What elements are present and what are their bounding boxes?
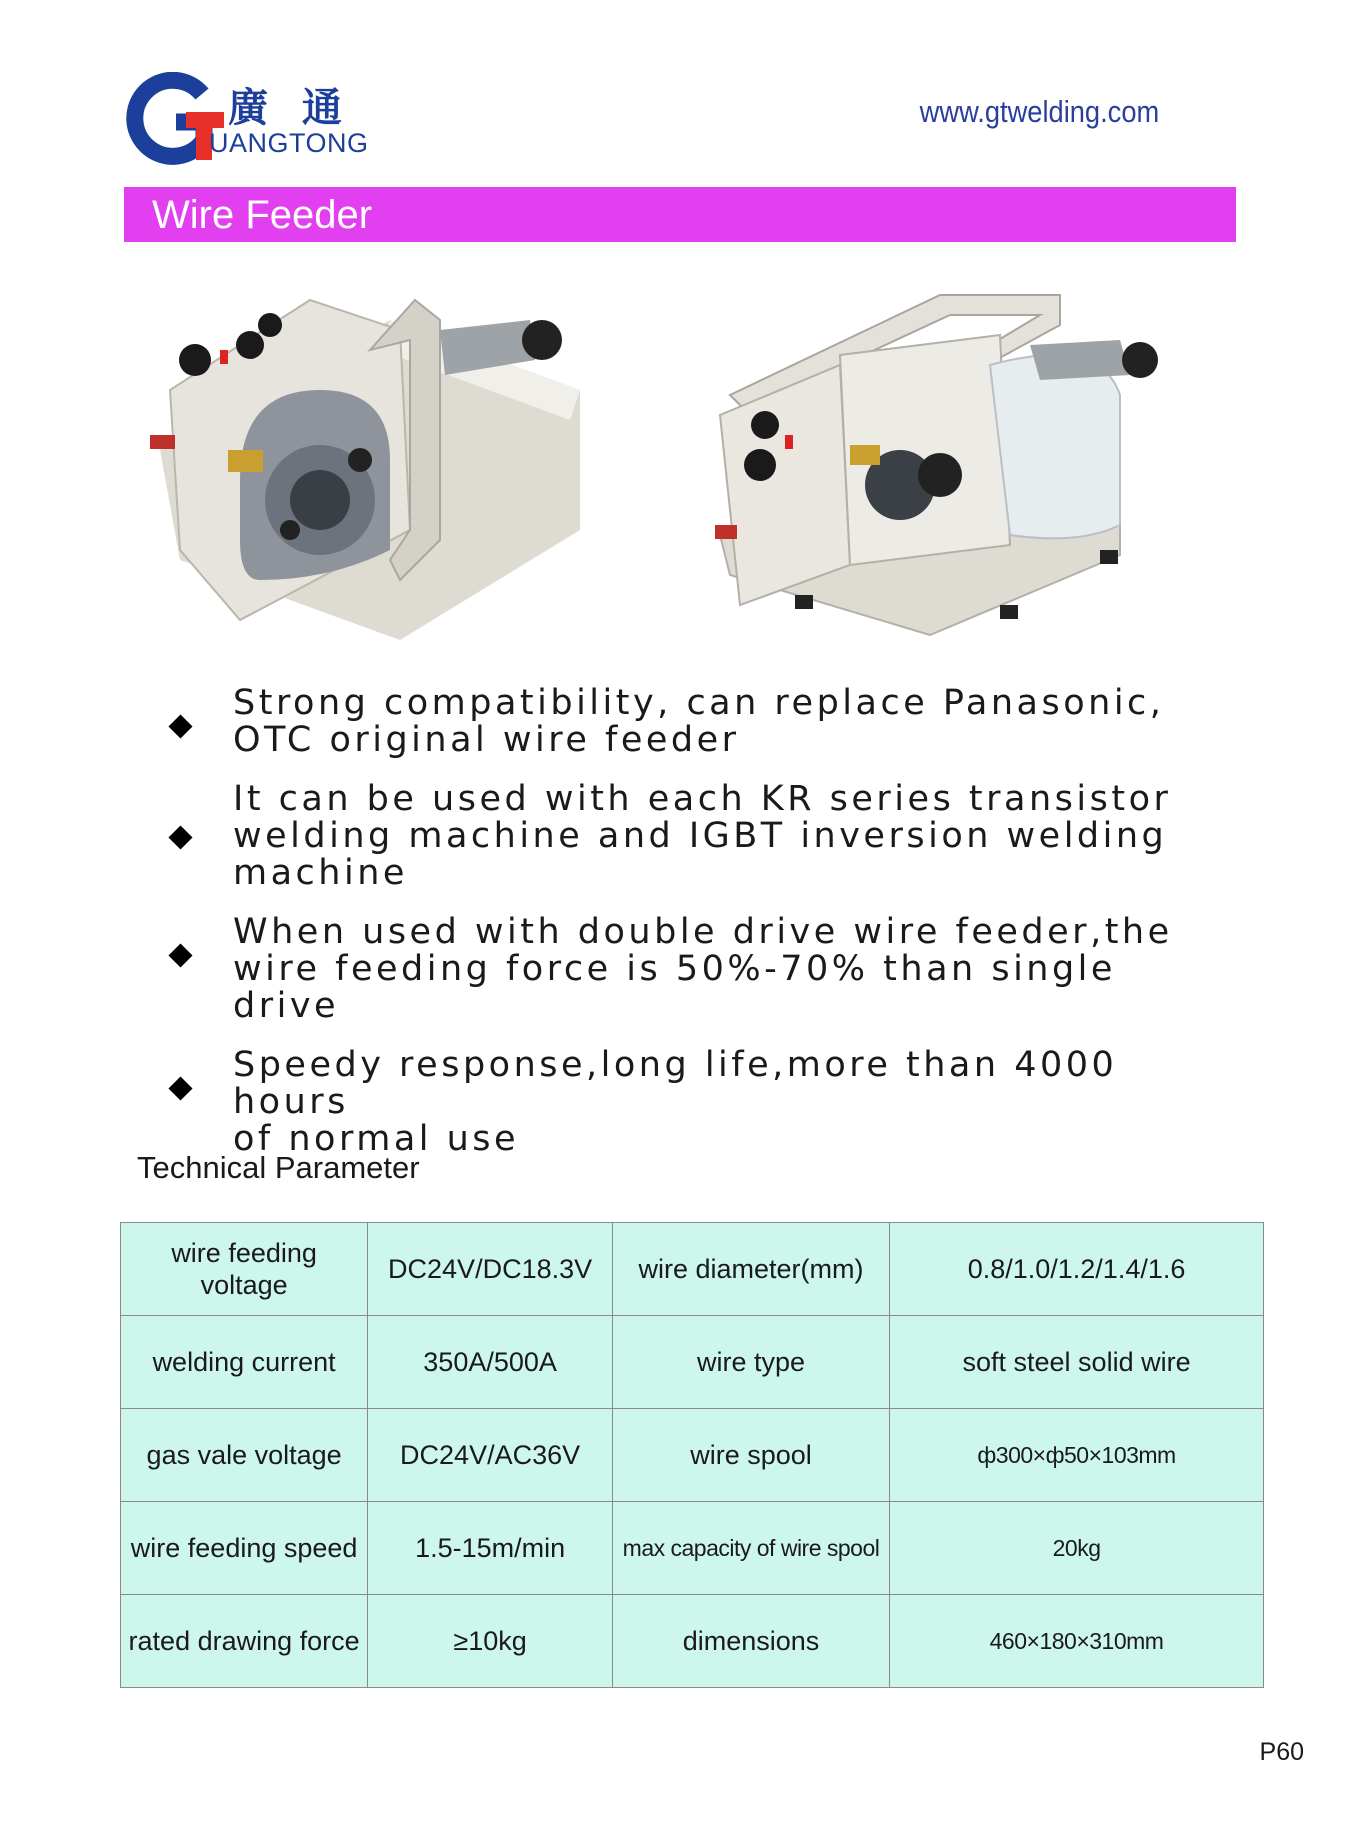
diamond-bullet-icon [168, 714, 192, 738]
table-cell: dimensions [612, 1595, 889, 1688]
feature-item-1 [160, 685, 1220, 759]
feature-line: wire feeding force is 50%-70% than single drive [233, 949, 1116, 1026]
table-cell: wire feeding voltage [121, 1223, 368, 1316]
company-logo [124, 72, 384, 167]
table-cell: 1.5-15m/min [368, 1502, 613, 1595]
feature-list [160, 685, 1220, 1180]
feature-line: When used with double drive wire feeder,the [233, 912, 1173, 952]
technical-parameter-heading: Technical Parameter [137, 1150, 420, 1185]
section-title: Wire Feeder [152, 193, 373, 237]
table-cell: max capacity of wire spool [612, 1502, 889, 1595]
table-cell: rated drawing force [121, 1595, 368, 1688]
table-cell: 0.8/1.0/1.2/1.4/1.6 [890, 1223, 1264, 1316]
feature-line: welding machine and IGBT inversion welding [233, 816, 1168, 856]
table-row [121, 1502, 1264, 1595]
table-cell: wire type [612, 1316, 889, 1409]
table-cell: DC24V/AC36V [368, 1409, 613, 1502]
feature-item-2 [160, 781, 1220, 892]
table-cell: 350A/500A [368, 1316, 613, 1409]
table-row [121, 1316, 1264, 1409]
page-number: P60 [1259, 1738, 1304, 1766]
logo-chinese-text: 廣 通 [228, 84, 352, 131]
table-cell: welding current [121, 1316, 368, 1409]
feature-line: It can be used with each KR series transistor [233, 779, 1172, 819]
table-cell: wire diameter(mm) [612, 1223, 889, 1316]
wire-feeder-photo-2 [700, 285, 1160, 640]
website-url[interactable]: www.gtwelding.com [919, 94, 1159, 129]
table-row [121, 1409, 1264, 1502]
table-cell: DC24V/DC18.3V [368, 1223, 613, 1316]
table-row [121, 1223, 1264, 1316]
feature-item-4 [160, 1047, 1220, 1158]
section-title-bar [124, 187, 1236, 242]
table-cell: gas vale voltage [121, 1409, 368, 1502]
spec-table [120, 1222, 1264, 1688]
diamond-bullet-icon [168, 943, 192, 967]
table-cell: soft steel solid wire [890, 1316, 1264, 1409]
table-cell: ≥10kg [368, 1595, 613, 1688]
wire-feeder-photo-1 [150, 280, 630, 645]
feature-line: Strong compatibility, can replace Panasonic, [233, 683, 1165, 723]
logo-english-text: UANGTONG [209, 128, 369, 158]
feature-line: Speedy response,long life,more than 4000 hours [233, 1045, 1118, 1122]
diamond-bullet-icon [168, 825, 192, 849]
table-cell: wire feeding speed [121, 1502, 368, 1595]
table-cell: ф300×ф50×103mm [890, 1409, 1264, 1502]
diamond-bullet-icon [168, 1076, 192, 1100]
table-cell: 460×180×310mm [890, 1595, 1264, 1688]
feature-line: OTC original wire feeder [233, 720, 740, 760]
table-row [121, 1595, 1264, 1688]
feature-item-3 [160, 914, 1220, 1025]
feature-line: of normal use [233, 1119, 520, 1159]
feature-line: machine [233, 853, 408, 893]
table-cell: wire spool [612, 1409, 889, 1502]
table-cell: 20kg [890, 1502, 1264, 1595]
